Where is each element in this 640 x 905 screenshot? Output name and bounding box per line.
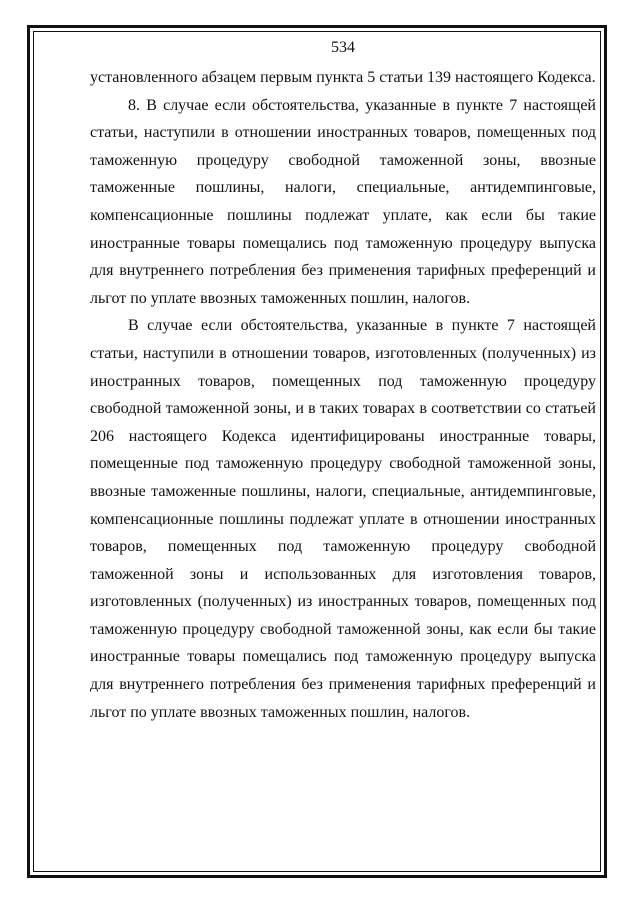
paragraph-item-8: 8. В случае если обстоятельства, указанные в пункте 7 настоящей статьи, наступили в отношении иностранных товаров, помещенных под таможенную процедуру свободной таможенной зоны, ввозные таможенные пошлины, налоги, специальные, антидемпинговые, компенсационные пошлины подлежат уплате, как если бы такие иностранные товары помещались под таможенную процедуру выпуска для внутреннего потребления без применения тарифных преференций и льгот по уплате ввозных таможенных пошлин, налогов. — [90, 96, 596, 307]
document-page — [90, 36, 596, 726]
paragraph-continuation: установленного абзацем первым пункта 5 статьи 139 настоящего Кодекса. — [90, 69, 596, 86]
page-number: 534 — [331, 39, 355, 56]
paragraph-item-8-second: В случае если обстоятельства, указанные в пункте 7 настоящей статьи, наступили в отношении товаров, изготовленных (полученных) из иностранных товаров, помещенных под таможенную процедуру свободной таможенной зоны, и в таких товарах в соответствии со статьей 206 настоящего Кодекса идентифицированы иностранные товары, помещенные под таможенную процедуру свободной таможенной зоны, ввозные таможенные пошлины, налоги, специальные, антидемпинговые, компенсационные пошлины подлежат уплате в отношении иностранных товаров, помещенных под таможенную процедуру свободной таможенной зоны и использованных для изготовления товаров, изготовленных (полученных) из иностранных товаров, помещенных под таможенную процедуру свободной таможенной зоны, как если бы такие иностранные товары помещались под таможенную процедуру выпуска для внутреннего потребления без применения тарифных преференций и льгот по уплате ввозных таможенных пошлин, налогов. — [90, 317, 596, 721]
